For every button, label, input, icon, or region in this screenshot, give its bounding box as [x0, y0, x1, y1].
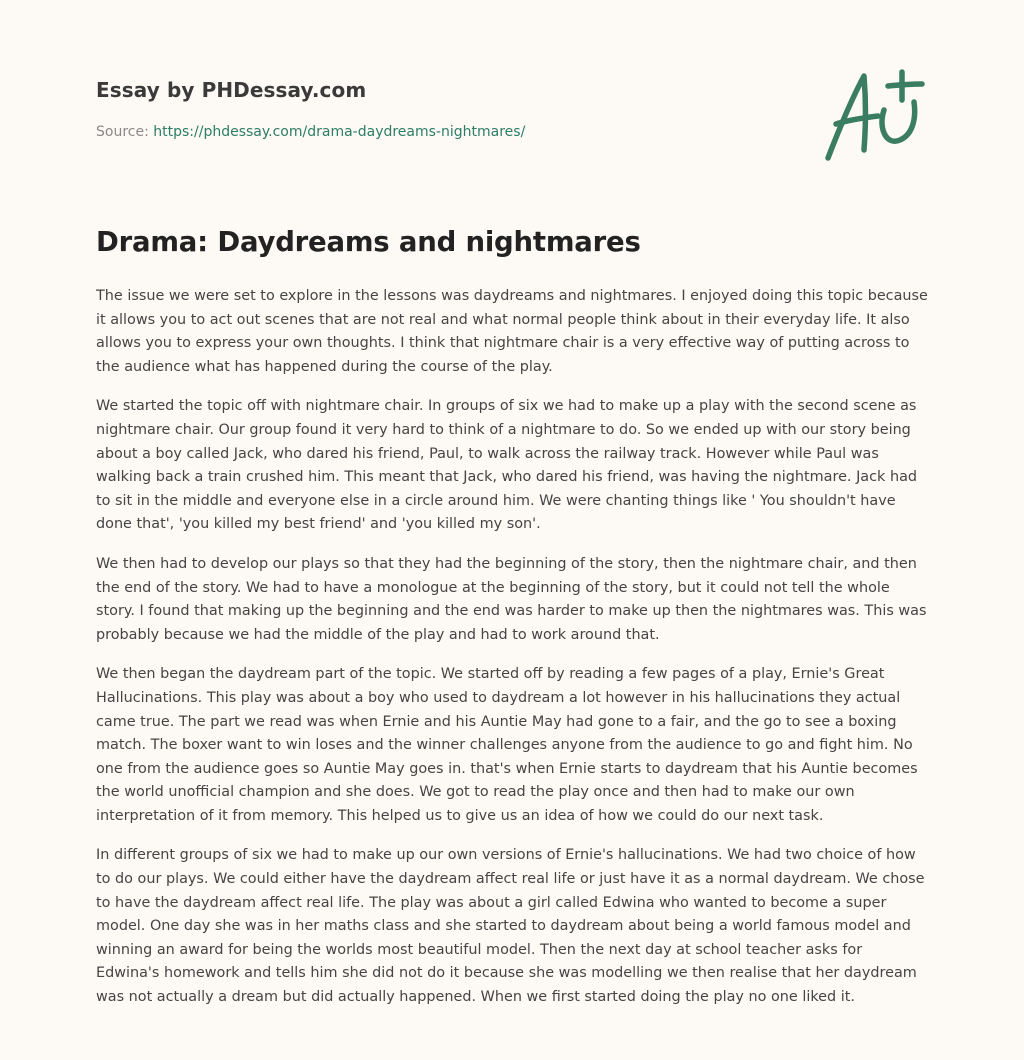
site-brand: Essay by PHDessay.com	[96, 78, 367, 102]
a-plus-logo-icon	[822, 66, 926, 166]
essay-paragraph: We then began the daydream part of the topic. We started off by reading a few pages of a play, Ernie's Great Hallucinations. This play was about a boy who used to daydream a lot however in his hallucinations they actual came true. The part we read was when Ernie and his Auntie May had gone to a fair, and the go to see a boxing match. The boxer want to win loses and the winner challenges anyone from the audience to go and fight him. No one from the audience goes so Auntie May goes in. that's when Ernie starts to daydream that his Auntie becomes the world unofficial champion and she does. We got to read the play once and then had to make our own interpretation of it from memory. This helped us to give us an idea of how we could do our next task.	[96, 666, 918, 824]
source-label: Source:	[96, 124, 154, 140]
essay-body	[96, 285, 928, 1026]
essay-title: Drama: Daydreams and nightmares	[96, 226, 641, 258]
essay-paragraph: In different groups of six we had to make up our own versions of Ernie's hallucinations. We had two choice of how to do our plays. We could either have the daydream affect real life or just have it as a normal daydream. We chose to have the daydream affect real life. The play was about a girl called Edwina who wanted to become a super model. One day she was in her maths class and she started to daydream about being a world famous model and winning an award for being the worlds most beautiful model. Then the next day at school teacher asks for Edwina's homework and tells him she did not do it because she was modelling we then realise that her daydream was not actually a dream but did actually happened. When we first started doing the play no one liked it.	[96, 847, 925, 1006]
source-line	[96, 124, 525, 140]
essay-paragraph: We then had to develop our plays so that they had the beginning of the story, then the nightmare chair, and then the end of the story. We had to have a monologue at the beginning of the story, but it could not tell the whole story. I found that making up the beginning and the end was harder to make up then the nightmares was. This was probably because we had the middle of the play and had to work around that.	[96, 555, 927, 643]
source-link[interactable]: https://phdessay.com/drama-daydreams-nightmares/	[153, 124, 526, 140]
essay-paragraph: The issue we were set to explore in the lessons was daydreams and nightmares. I enjoyed doing this topic because it allows you to act out scenes that are not real and what normal people think about in their everyday life. It also allows you to express your own thoughts. I think that nightmare chair is a very effective way of putting across to the audience what has happened during the course of the play.	[96, 288, 928, 375]
essay-paragraph: We started the topic off with nightmare chair. In groups of six we had to make up a play with the second scene as nightmare chair. Our group found it very hard to think of a nightmare to do. So we ended up with our story being about a boy called Jack, who dared his friend, Paul, to walk across the railway track. However while Paul was walking back a train crushed him. This meant that Jack, who dared his friend, was having the nightmare. Jack had to sit in the middle and everyone else in a circle around him. We were chanting things like ' You shouldn't have done that', 'you killed my best friend' and 'you killed my son'.	[96, 398, 918, 533]
